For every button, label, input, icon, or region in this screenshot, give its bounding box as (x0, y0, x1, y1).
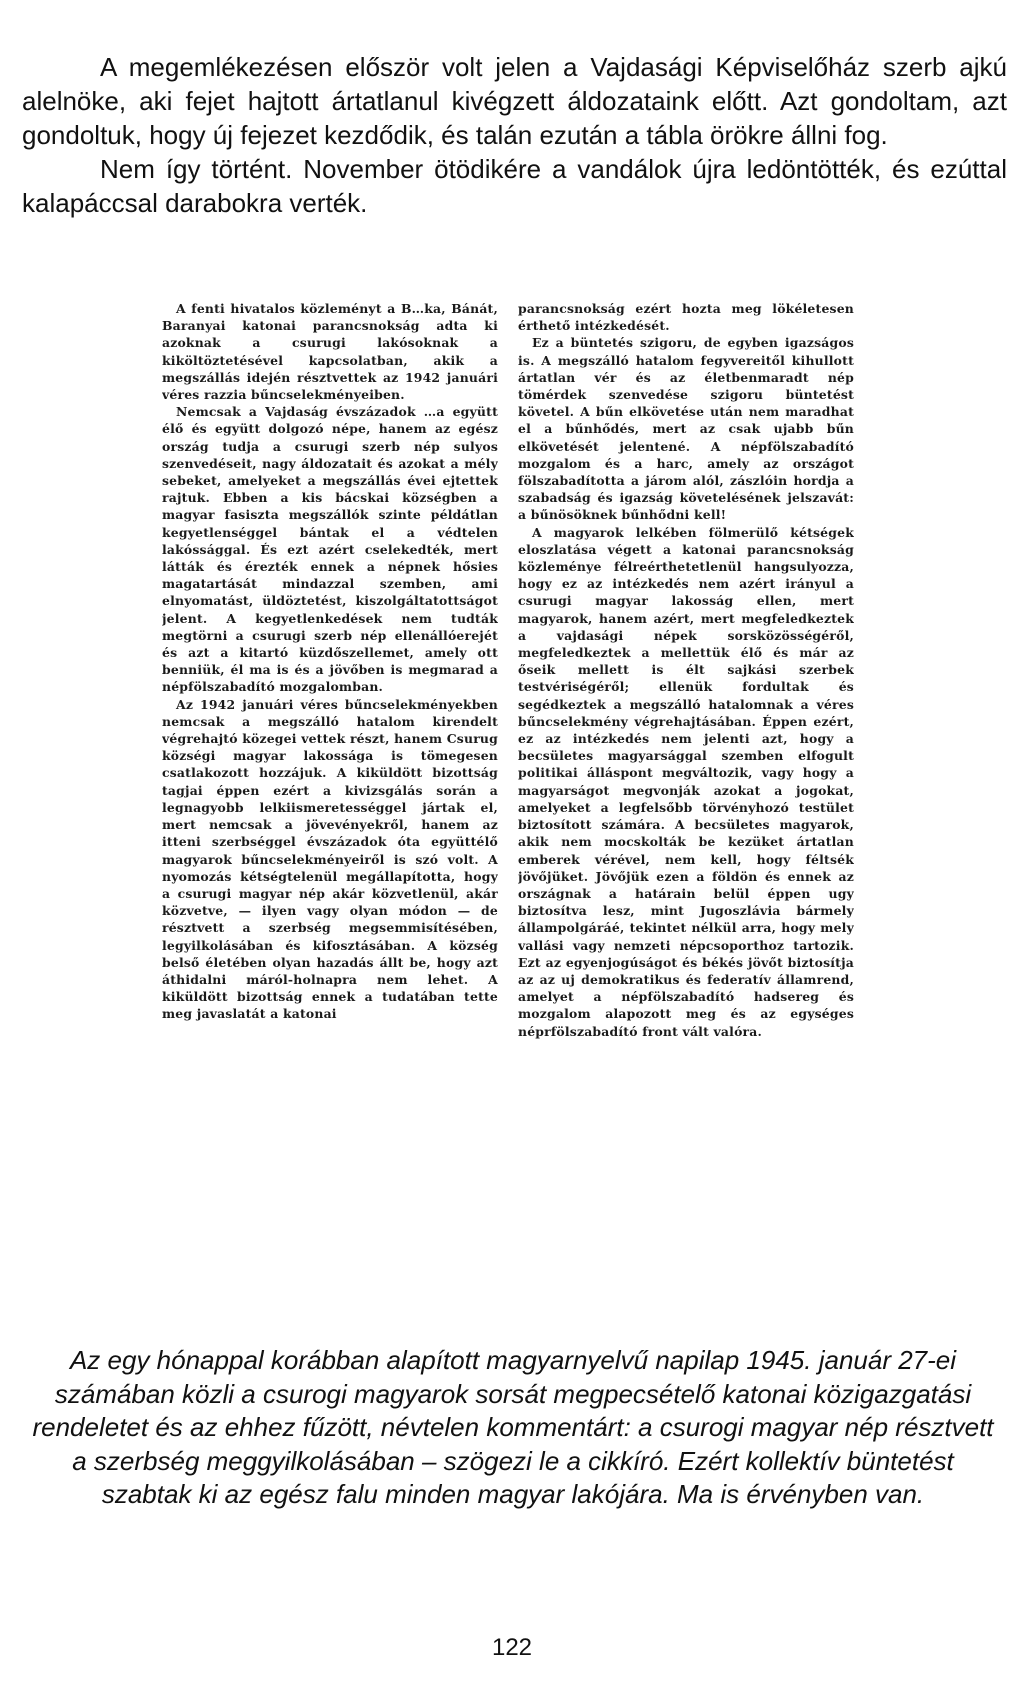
image-caption: Az egy hónappal korábban alapított magyarnyelvű napilap 1945. január 27-ei számában közli a csurogi magyarok sorsát megpecsételő katonai közigazgatási rendeletet és az ehhez fűzött, névtelen kommentárt: a csurogi magyar nép résztvett a szerbség meggyilkolásában – szögezi le a cikkíró. Ezért kollektív büntetést szabtak ki az egész falu minden magyar lakójára. Ma is érvényben van. (32, 1345, 994, 1509)
newspaper-clipping (162, 300, 854, 1335)
clipping-left-column (162, 300, 498, 1335)
intro-text (22, 50, 1007, 220)
page-number: 122 (491, 1634, 533, 1661)
intro-paragraph: Nem így történt. November ötödikére a vandálok újra ledöntötték, és ezúttal kalapáccsal darabokra verték. (22, 154, 1007, 218)
clipping-paragraph: Ez a büntetés szigoru, de egyben igazságos is. A megszálló hatalom fegyvereitől kihullott ártatlan vér és az életbenmaradt nép tömérdek szenvedése szigoru büntetést követel. A bűn elkövetése után nem maradhat el a bűnhődés, mert az csak ujabb bűn elkövetését jelentené. A népfölszabadító mozgalom és a harc, amely az országot fölszabadította a járom alól, zászlóin hordja a szabadság és igazság követelésének jelszavát: a bűnösöknek bűnhődni kell! (518, 335, 854, 523)
clipping-paragraph: Nemcsak a Vajdaság évszázadok …a együtt élő és együtt dolgozó népe, hanem az egész ország tudja a csurugi szerb nép sulyos szenvedéseit, nagy áldozatait és azokat a mély sebeket, amelyeket a megszállás évei ejtettek rajtuk. Ebben a kis bácskai községben a magyar fasiszta megszállók szinte példátlan kegyetlenséggel bántak el a védtelen lakóssággal. És ezt azért cselekedték, mert látták és érezték ennek a népnek hősies magatartását mindazzal szemben, ami elnyomatást, üldöztetést, kiszolgáltatottságot jelent. A kegyetlenkedések nem tudták megtörni a csurugi szerb nép ellenállóerejét és azt a kitartó küzdőszellemet, amely ott benniük, él ma is és a jövőben is megmarad a népfölszabadító mozgalomban. (162, 404, 498, 695)
clipping-paragraph: A fenti hivatalos közleményt a B…ka, Bánát, Baranyai katonai parancsnokság adta ki azoknak a csurugi lakósoknak a kiköltöztetésével kapcsolatban, akik a megszállás idején résztvettek az 1942 januári véres razzia bűncselekményeiben. (162, 301, 498, 403)
intro-paragraph: A megemlékezésen először volt jelen a Vajdasági Képviselőház szerb ajkú alelnöke, aki fejet hajtott ártatlanul kivégzett áldozataink előtt. Azt gondoltam, azt gondoltuk, hogy új fejezet kezdődik, és talán ezután a tábla örökre állni fog. (22, 52, 1007, 150)
clipping-right-column (518, 300, 854, 1335)
clipping-paragraph: parancsnokság ezért hozta meg lökéletesen érthető intézkedését. (518, 301, 854, 334)
clipping-paragraph: A magyarok lelkében fölmerülő kétségek eloszlatása végett a katonai parancsnokság közleménye félreérthetetlenül hangsulyozza, hogy ez az intézkedés nem azért irányul a csurugi magyar lakosság ellen, mert magyarok, hanem azért, mert megfeledkeztek a vajdasági népek sorsközösségéről, megfeledkeztek a mellettük élő és már az őseik mellett is élt sajkási szerbek testvériségéről; ellenük fordultak és segédkeztek a megszálló hatalomnak a véres bűncselekmény végrehajtásában. Éppen ezért, ez az intézkedés nem jelenti azt, hogy a becsületes magyarsággal szemben elfogult politikai álláspont megváltozik, vagy hogy a magyarságot megvonják azokat a jogokat, amelyeket a legfelsőbb törvényhozó testület biztosított számára. A becsületes magyarok, akik nem mocskolták be kezüket ártatlan emberek vérével, nem kell, hogy féltsék jövőjüket. Jövőjük ezen a földön és ennek az országnak a határain belül éppen ugy biztosítva lesz, mint Jugoszlávia bármely állampolgáráé, tekintet nélkül arra, hogy mely vallási vagy nemzeti népcsoporthoz tartozik. Ezt az egyenjogúságot és békés jövőt biztosítja az az uj demokratikus és federatív államrend, amelyet a népfölszabadító hadsereg és mozgalom alapozott meg és az egységes néprfölszabadító front vált valóra. (518, 524, 854, 1039)
clipping-paragraph: Az 1942 januári véres bűncselekményekben nemcsak a megszálló hatalom kirendelt végrehajtó közegei vettek részt, hanem Csurug községi magyar lakossága is tömegesen csatlakozott hozzájuk. A kiküldött bizottság tagjai éppen ezért a kivizsgálás során a legnagyobb lelkiismeretességgel jártak el, mert nemcsak a jövevényekről, hanem az itteni szerbséggel évszázadok óta együttélő magyarok bűncselekményeiről is szó volt. A nyomozás kétségtelenül megállapította, hogy a csurugi magyar nép akár közvetlenül, akár közvetve, — ilyen vagy olyan módon — de résztvett a szerbség megsemmisítésében, legyilkolásában és kifosztásában. A község belső életében olyan hazadás állt be, hogy azt áthidalni máról-holnapra nem lehet. A kiküldött bizottság ennek a tudatában tette meg javaslatát a katonai (162, 696, 498, 1022)
